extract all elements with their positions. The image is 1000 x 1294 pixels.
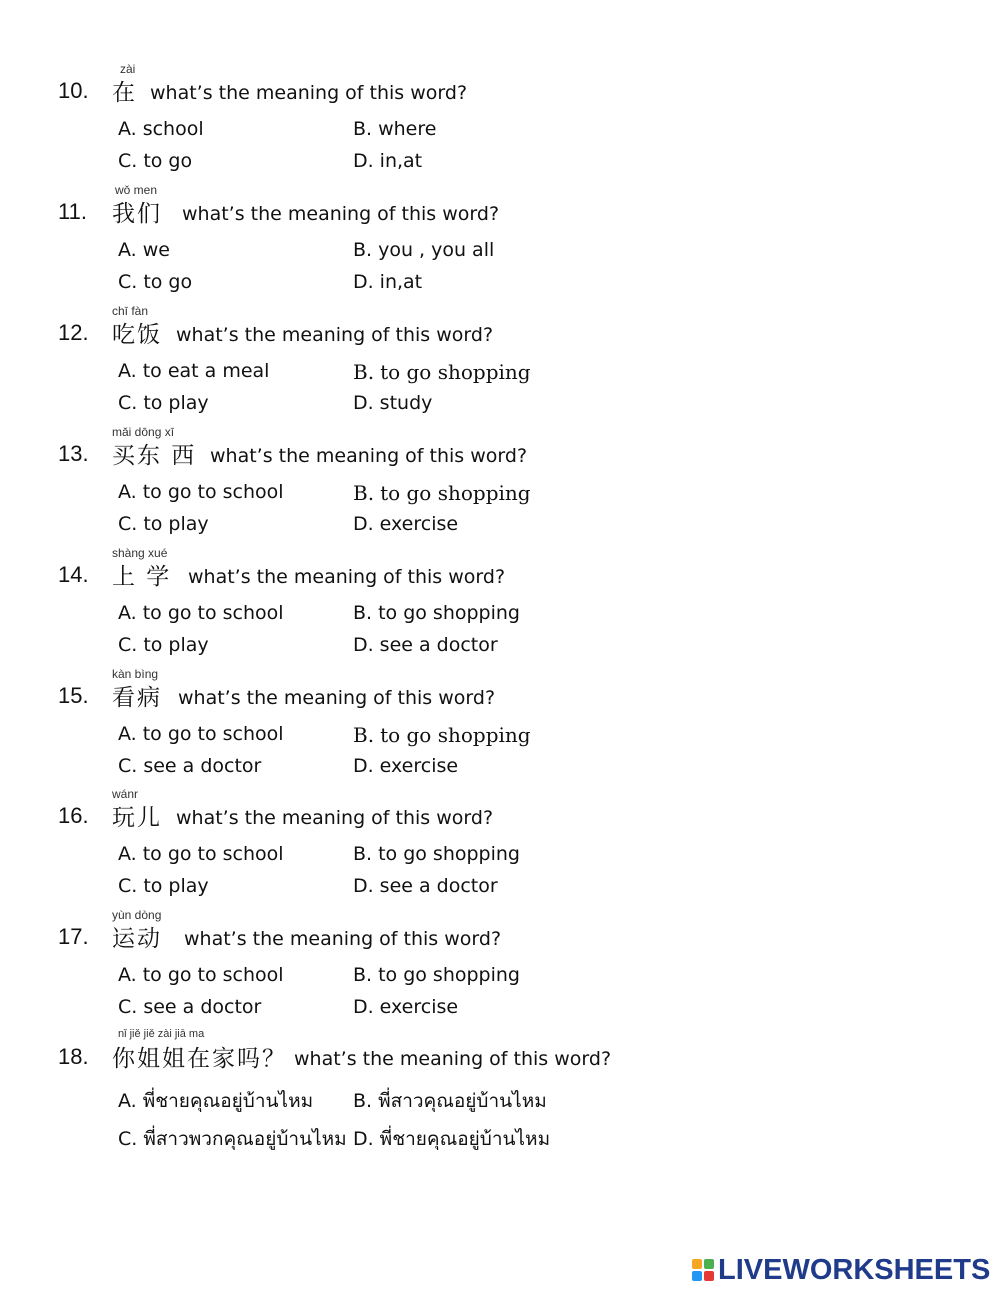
option-text: to go shopping [378, 843, 520, 865]
question-number: 11. [58, 199, 87, 224]
option-c[interactable]: C. to go [118, 150, 193, 172]
option-d[interactable]: D. exercise [353, 755, 459, 777]
option-d[interactable]: D. in,at [353, 271, 423, 293]
pinyin: wǒ men [115, 183, 158, 197]
question-14 [0, 546, 1000, 667]
pinyin: chī fàn [112, 304, 149, 318]
pinyin: kàn bìng [112, 667, 159, 681]
option-text: see a doctor [379, 634, 498, 656]
question-number: 13. [58, 441, 89, 466]
option-d[interactable]: D. exercise [353, 513, 459, 535]
chinese-word: 吃饭 [112, 322, 162, 348]
option-text: exercise [379, 513, 459, 535]
option-text: see a doctor [379, 875, 498, 897]
option-c[interactable]: C. see a doctor [118, 996, 262, 1018]
option-c[interactable]: C. to play [118, 634, 209, 656]
option-a[interactable]: A. to go to school [118, 602, 284, 624]
option-b[interactable]: B. to go shopping [353, 481, 531, 505]
question-prompt: what’s the meaning of this word? [188, 566, 506, 588]
option-text: to play [143, 875, 209, 897]
chinese-word: 看病 [112, 685, 162, 711]
question-number: 18. [58, 1044, 89, 1069]
chinese-word: 你姐姐在家吗？ [112, 1046, 287, 1072]
question-prompt: what’s the meaning of this word? [210, 445, 528, 467]
chinese-word: 上 学 [112, 564, 172, 590]
option-text: to go shopping [380, 360, 531, 384]
option-b[interactable]: B. to go shopping [353, 843, 520, 865]
option-c[interactable]: C. to play [118, 513, 209, 535]
option-text: in,at [379, 150, 423, 172]
question-number: 12. [58, 320, 89, 345]
option-text: study [379, 392, 433, 414]
question-12 [0, 304, 1000, 425]
liveworksheets-logo[interactable] [692, 1255, 990, 1285]
question-prompt: what’s the meaning of this word? [182, 203, 500, 225]
question-prompt: what’s the meaning of this word? [150, 82, 468, 104]
question-18 [0, 1028, 1000, 1158]
option-text: to go shopping [378, 602, 520, 624]
question-16 [0, 787, 1000, 908]
option-text: to go to school [142, 843, 284, 865]
question-number: 10. [58, 78, 89, 103]
pinyin: mǎi dōng xī [112, 425, 175, 439]
liveworksheets-logo-icon [692, 1259, 714, 1281]
option-text: you , you all [378, 239, 495, 261]
question-10 [0, 62, 1000, 183]
chinese-word: 在 [112, 80, 137, 106]
option-text: to play [143, 634, 209, 656]
option-text: to play [143, 513, 209, 535]
option-d[interactable]: D. in,at [353, 150, 423, 172]
option-text: to go shopping [380, 723, 531, 747]
question-prompt: what’s the meaning of this word? [294, 1048, 612, 1070]
pinyin: shàng xué [112, 546, 168, 560]
option-d[interactable]: D. พี่ชายคุณอยู่บ้านไหม [353, 1128, 551, 1150]
question-prompt: what’s the meaning of this word? [184, 928, 502, 950]
option-d[interactable]: D. study [353, 392, 433, 414]
option-text: to eat a meal [142, 360, 270, 382]
option-b[interactable]: B. to go shopping [353, 360, 531, 384]
option-b[interactable]: B. to go shopping [353, 964, 520, 986]
logo-square [704, 1259, 714, 1269]
option-text: to go to school [142, 481, 284, 503]
option-d[interactable]: D. exercise [353, 996, 459, 1018]
option-b[interactable]: B. where [353, 118, 437, 140]
option-a[interactable]: A. พี่ชายคุณอยู่บ้านไหม [118, 1090, 314, 1112]
option-c[interactable]: C. see a doctor [118, 755, 262, 777]
option-a[interactable]: A. to eat a meal [118, 360, 270, 382]
question-15 [0, 667, 1000, 788]
option-text: to go to school [142, 723, 284, 745]
option-b[interactable]: B. you , you all [353, 239, 495, 261]
option-text: in,at [379, 271, 423, 293]
option-text: exercise [379, 996, 459, 1018]
option-text: to go to school [142, 964, 284, 986]
option-text: to go shopping [378, 964, 520, 986]
option-text: พี่ชายคุณอยู่บ้านไหม [379, 1128, 551, 1150]
option-text: to go shopping [380, 481, 531, 505]
option-c[interactable]: C. พี่สาวพวกคุณอยู่บ้านไหม [118, 1128, 347, 1150]
option-b[interactable]: B. to go shopping [353, 723, 531, 747]
option-text: to go to school [142, 602, 284, 624]
option-a[interactable]: A. to go to school [118, 964, 284, 986]
question-13 [0, 425, 1000, 546]
option-text: to go [143, 150, 193, 172]
question-number: 16. [58, 803, 89, 828]
option-a[interactable]: A. we [118, 239, 170, 261]
option-text: we [142, 239, 170, 261]
option-text: พี่ชายคุณอยู่บ้านไหม [142, 1090, 314, 1112]
question-prompt: what’s the meaning of this word? [176, 807, 494, 829]
pinyin: nǐ jiě jiě zài jiā ma [118, 1028, 205, 1040]
option-c[interactable]: C. to go [118, 271, 193, 293]
option-text: where [378, 118, 437, 140]
option-text: see a doctor [143, 996, 262, 1018]
option-d[interactable]: D. see a doctor [353, 634, 498, 656]
pinyin: yùn dòng [112, 908, 162, 922]
option-c[interactable]: C. to play [118, 875, 209, 897]
question-prompt: what’s the meaning of this word? [178, 687, 496, 709]
option-b[interactable]: B. พี่สาวคุณอยู่บ้านไหม [353, 1090, 547, 1112]
logo-square [704, 1271, 714, 1281]
logo-square [692, 1271, 702, 1281]
option-text: พี่สาวคุณอยู่บ้านไหม [378, 1090, 547, 1112]
logo-square [692, 1259, 702, 1269]
chinese-word: 玩儿 [112, 805, 162, 831]
option-text: school [142, 118, 204, 140]
option-a[interactable]: A. to go to school [118, 481, 284, 503]
question-17 [0, 908, 1000, 1029]
pinyin: zài [120, 62, 136, 76]
option-a[interactable]: A. to go to school [118, 723, 284, 745]
question-number: 14. [58, 562, 89, 587]
question-11 [0, 183, 1000, 304]
option-text: exercise [379, 755, 459, 777]
option-b[interactable]: B. to go shopping [353, 602, 520, 624]
option-text: พี่สาวพวกคุณอยู่บ้านไหม [143, 1128, 347, 1150]
pinyin: wánr [112, 787, 139, 801]
option-a[interactable]: A. school [118, 118, 204, 140]
option-a[interactable]: A. to go to school [118, 843, 284, 865]
chinese-word: 买东 西 [112, 443, 197, 469]
chinese-word: 运动 [112, 926, 162, 952]
logo-text: LIVEWORKSHEETS [718, 1253, 991, 1286]
option-text: to play [143, 392, 209, 414]
option-text: see a doctor [143, 755, 262, 777]
option-d[interactable]: D. see a doctor [353, 875, 498, 897]
chinese-word: 我们 [112, 201, 162, 227]
question-number: 17. [58, 924, 89, 949]
question-prompt: what’s the meaning of this word? [176, 324, 494, 346]
question-number: 15. [58, 683, 89, 708]
option-text: to go [143, 271, 193, 293]
option-c[interactable]: C. to play [118, 392, 209, 414]
